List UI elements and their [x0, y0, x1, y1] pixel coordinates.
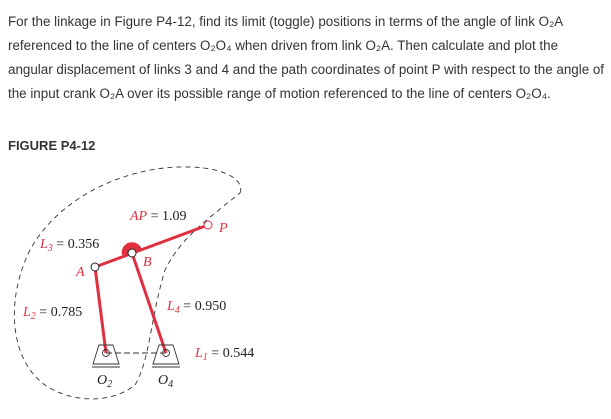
- joint-a: [91, 263, 99, 271]
- point-p: [204, 221, 212, 229]
- figure-title: FIGURE P4-12: [8, 138, 96, 153]
- svg-text:A: A: [76, 265, 85, 280]
- joint-b: [128, 249, 136, 257]
- svg-text:L1 = 0.544: $L_1 = 0.544$: [195, 346, 255, 363]
- coupler-path-curve: [14, 167, 240, 399]
- link-2: [95, 267, 106, 353]
- svg-text:O2: $O_2$: [97, 373, 113, 390]
- ground-pivot-o4: [152, 345, 180, 367]
- svg-text:B: B: [143, 255, 152, 270]
- svg-text:L3 = 0.356: $L_3 = 0.356$: [40, 237, 100, 254]
- svg-text:AP = 1.09: AP = 1.09: [130, 209, 187, 224]
- svg-text:O4: $O_4$: [158, 373, 174, 390]
- svg-text:P: P: [219, 221, 228, 236]
- svg-text:L4 = 0.950: $L_4 = 0.950$: [167, 299, 227, 316]
- problem-text: For the linkage in Figure P4-12, find its limit (toggle) positions in terms of the angle of link O₂A referenced to the line of centers O₂O₄ when driven from link O₂A. Then calculate and plot the angular displacement of links 3 and 4 and the path coordinates of point P with respect to the angle of the input crank O₂A over its possible range of motion referenced to the line of centers O₂O₄.: [8, 14, 605, 101]
- svg-text:L2 = 0.785: $L_2 = 0.785$: [23, 305, 83, 322]
